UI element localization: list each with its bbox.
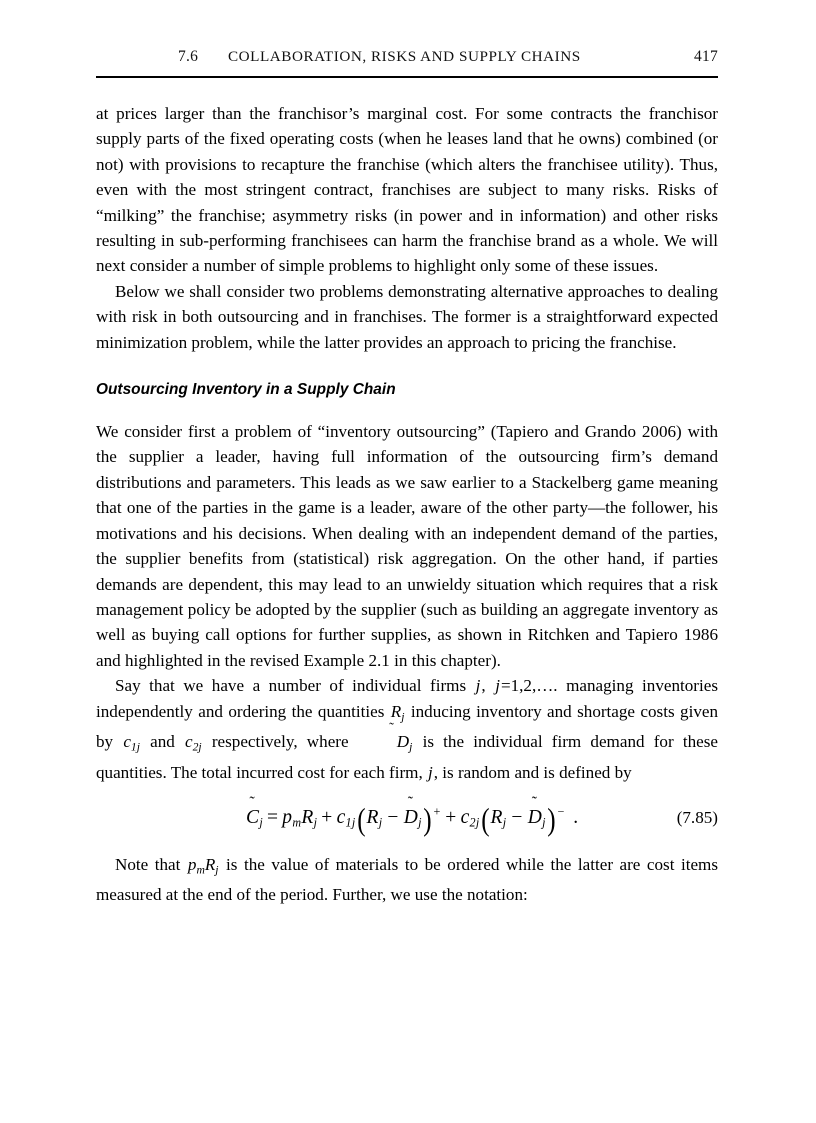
math-symbol-R: R	[490, 806, 503, 828]
math-operator-minus: −	[387, 806, 399, 828]
math-operator-minus: −	[511, 806, 523, 828]
inline-math-j: j	[495, 676, 500, 696]
math-paren-close: )	[422, 800, 432, 837]
math-superscript-plus: +	[432, 804, 442, 819]
equation-number: (7.85)	[676, 807, 718, 827]
math-subscript-j: j	[409, 740, 413, 754]
paragraph: We consider first a problem of “inventory outsourcing” (Tapiero and Grando 2006) with the supplier a leader, having full information of the outsourcing firm’s demand distributions and parameters. This leads as we saw earlier to a Stackelberg game meaning that one of the parties in the game is a leader, aware of the other party—the follower, his motivations and his decisions. When dealing with an independent demand of the parties, the supplier benefits from (statistical) risk aggregation. On the other hand, if parties demands are dependent, this may lead to an unwieldy situation which requires that a risk management policy be adopted by the supplier (such as building an aggregate inventory as well as buying call options for further supplies, as shown in Ritchken and Tapiero 1986 and highlighted in the revised Example 2.1 in this chapter).	[96, 422, 718, 670]
text-segment: ,	[481, 676, 495, 696]
math-paren-close: )	[546, 800, 556, 837]
running-head-section-number: 7.6	[178, 48, 199, 65]
equation-tokens	[246, 794, 579, 837]
display-equation	[96, 794, 718, 837]
running-head-page-number: 417	[694, 48, 718, 65]
math-symbol-D: D	[403, 806, 419, 828]
text-segment: respectively, where	[202, 732, 358, 752]
math-symbol-D: D	[396, 732, 410, 752]
math-symbol-c: c	[185, 732, 193, 752]
inline-math-pm-Rj	[187, 854, 220, 877]
math-operator-equals: =	[266, 806, 279, 828]
text-segment: and	[140, 732, 185, 752]
equation-expression	[246, 794, 677, 837]
math-symbol-R: R	[301, 806, 314, 828]
math-symbol-D-tilde	[527, 794, 543, 830]
text-segment: inducing inventory and shortage costs given by	[96, 701, 718, 752]
paragraph: Below we shall consider two problems demonstrating alternative approaches to dealing with risk in both outsourcing and in franchises. The former is a straightforward expected minimization problem, while the latter provides an approach to pricing the franchise.	[96, 281, 718, 352]
math-symbol-p: p	[282, 806, 293, 828]
math-operator-plus: +	[321, 806, 333, 828]
page-content	[96, 48, 718, 908]
math-period: .	[573, 806, 579, 828]
body-text	[96, 101, 718, 908]
math-subscript-j: j	[542, 815, 546, 830]
running-head	[96, 48, 718, 70]
math-paren-open: (	[356, 800, 366, 837]
section-heading: Outsourcing Inventory in a Supply Chain	[96, 381, 396, 399]
running-head-title: COLLABORATION, RISKS AND SUPPLY CHAINS	[228, 48, 581, 65]
math-subscript-j: j	[313, 815, 318, 830]
math-subscript-j: j	[401, 709, 405, 723]
math-subscript-j: j	[215, 863, 219, 877]
math-superscript-minus: −	[556, 804, 566, 819]
tilde-accent: ˜	[407, 794, 414, 812]
text-segment: =1,2,…. managing inventories independently and ordering the quantities	[96, 676, 718, 721]
math-subscript-j: j	[418, 815, 422, 830]
math-symbol-D-tilde	[403, 794, 419, 830]
text-segment: Say that we have a number of individual firms	[115, 676, 475, 696]
math-symbol-R: R	[390, 701, 402, 721]
math-symbol-p: p	[187, 854, 197, 874]
math-subscript-1j: 1j	[345, 815, 356, 830]
inline-math-j: j	[475, 676, 481, 696]
math-subscript-2j: 2j	[192, 740, 202, 754]
header-rule	[96, 76, 718, 78]
math-symbol-C-tilde	[246, 794, 260, 830]
math-subscript-2j: 2j	[469, 815, 480, 830]
math-symbol-D: D	[527, 806, 543, 828]
tilde-accent: ˜	[389, 719, 394, 735]
math-subscript-m: m	[292, 815, 302, 830]
math-subscript-m: m	[196, 863, 205, 877]
math-paren-open: (	[480, 800, 490, 837]
paragraph: at prices larger than the franchisor’s marginal cost. For some contracts the franchisor supply parts of the fixed operating costs (when he leases land that he owns) combined (or not) with provisions to recapture the franchise (which alters the franchisee utility). Thus, even with the most stringent contract, franchises are subject to many risks. Risks of “milking” the franchise; asymmetry risks (in power and in information) and other risks resulting in sub-performing franchisees can harm the franchise brand as a whole. We will next consider a number of simple problems to highlight only some of these issues.	[96, 104, 718, 276]
math-symbol-R: R	[204, 854, 216, 874]
math-symbol-c: c	[123, 732, 131, 752]
math-subscript-j: j	[378, 815, 383, 830]
paragraph-with-inline-math	[96, 852, 718, 908]
text-segment: is the value of materials to be ordered while the latter are cost items measured at the end of the period. Further, we use the notation:	[96, 854, 718, 905]
math-subscript-1j: 1j	[130, 740, 140, 754]
tilde-accent: ˜	[249, 794, 255, 812]
math-symbol-D-tilde	[359, 719, 410, 754]
math-operator-plus: +	[445, 806, 457, 828]
math-symbol-R: R	[366, 806, 379, 828]
inline-math-c-2j	[184, 732, 203, 754]
inline-math-D-tilde-j	[358, 719, 414, 754]
text-segment: , is random and is defined by	[433, 762, 632, 782]
math-subscript-j: j	[259, 815, 263, 830]
tilde-accent: ˜	[531, 794, 538, 812]
paragraph-with-inline-math	[96, 673, 718, 785]
math-symbol-c: c	[460, 806, 470, 828]
math-subscript-j: j	[502, 815, 507, 830]
math-symbol-C: C	[246, 806, 260, 828]
math-symbol-c: c	[336, 806, 346, 828]
text-segment: is the individual firm demand for these quantities. The total incurred cost for each firm,	[96, 732, 718, 782]
text-segment: Note that	[115, 854, 187, 874]
inline-math-c-1j	[122, 732, 141, 754]
inline-math-R-j	[390, 702, 406, 721]
inline-math-j: j	[428, 762, 433, 782]
